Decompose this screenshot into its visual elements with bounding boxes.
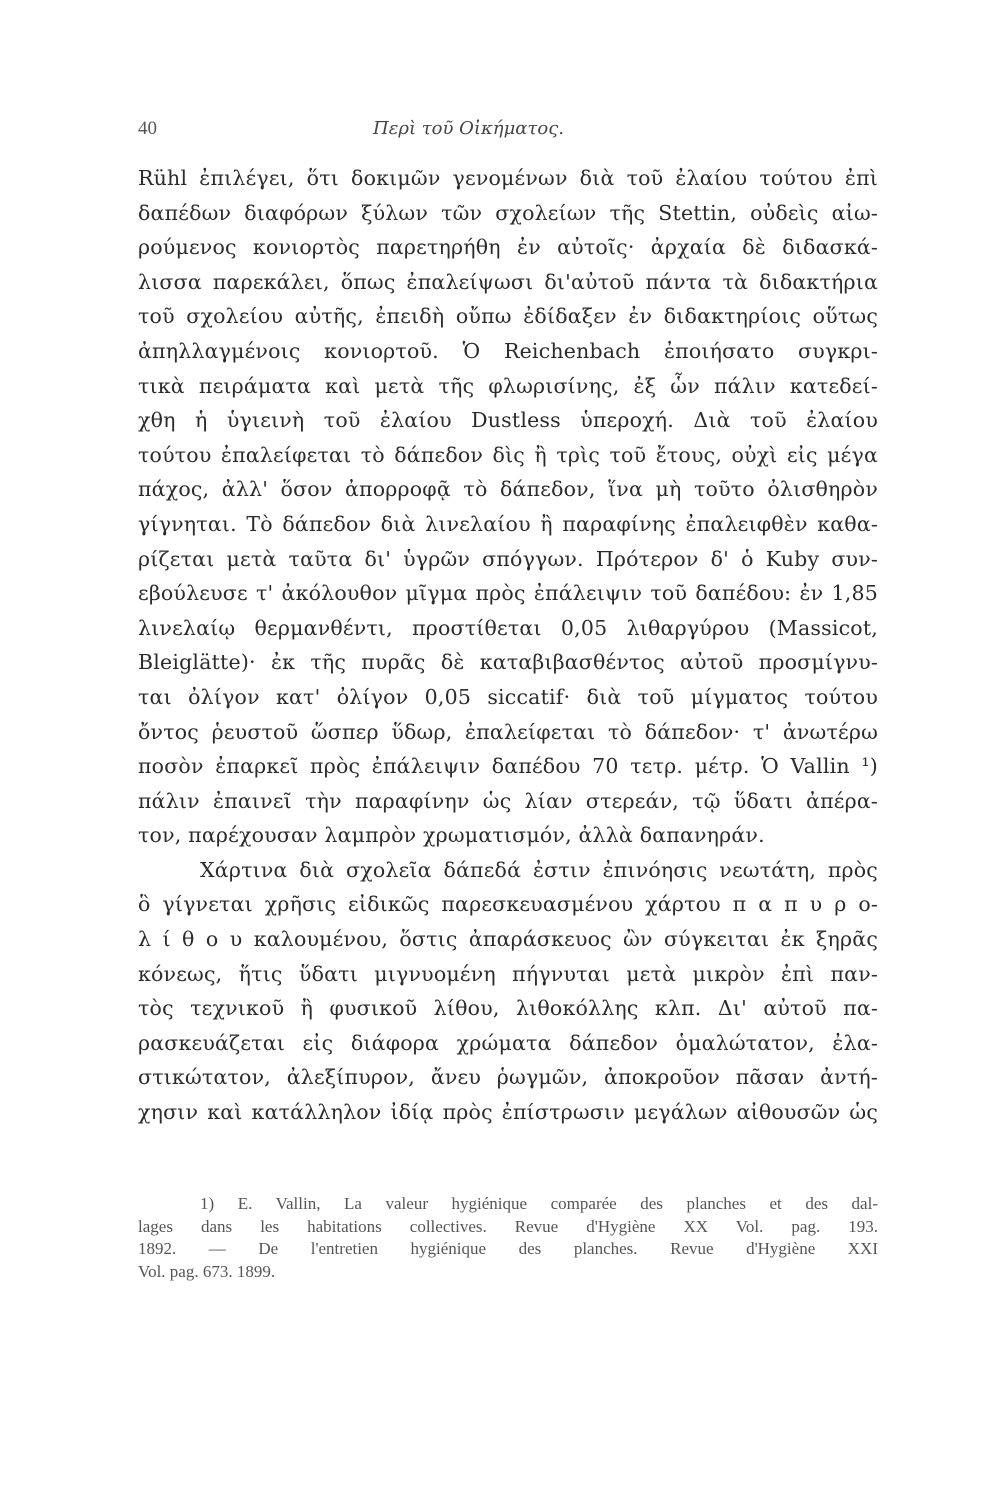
text-line: τὸς τεχνικοῦ ἢ φυσικοῦ λίθου, λιθοκόλλης κλπ. Δι' αὐτοῦ πα-: [138, 996, 878, 1021]
footnote-line: 1892. — De l'entretien hygiénique des planches. Revue d'Hygiène XXI: [138, 1239, 878, 1258]
footnote-line: 1) E. Vallin, La valeur hygiénique comparée des planches et des dal-: [200, 1194, 878, 1213]
footnotes: [138, 1193, 878, 1283]
text-line: ται ὀλίγον κατ' ὀλίγον 0,05 siccatif· διὰ τοῦ μίγματος τούτου: [138, 684, 878, 709]
body-text: [138, 161, 878, 1130]
footnote-line: lages dans les habitations collectives. Revue d'Hygiène XX Vol. pag. 193.: [138, 1216, 878, 1236]
text-line: τον, παρέχουσαν λαμπρὸν χρωματισμόν, ἀλλὰ δαπανηράν.: [138, 823, 765, 848]
running-title: Περὶ τοῦ Οἰκήματος.: [373, 118, 565, 139]
text-line: γίγνηται. Τὸ δάπεδον διὰ λινελαίου ἢ παραφίνης ἐπαλειφθὲν καθα-: [138, 511, 878, 536]
text-line: Rühl ἐπιλέγει, ὅτι δοκιμῶν γενομένων διὰ τοῦ ἐλαίου τούτου ἐπὶ: [138, 166, 878, 190]
text-line: ρούμενος κονιορτὸς παρετηρήθη ἐν αὐτοῖς· ἀρχαία δὲ διδασκά-: [138, 235, 878, 260]
text-line: εβούλευσε τ' ἀκόλουθον μῖγμα πρὸς ἐπάλειψιν τοῦ δαπέδου: ἐν 1,85: [138, 581, 878, 606]
text-line: δαπέδων διαφόρων ξύλων τῶν σχολείων τῆς Stettin, οὐδεὶς αἰω-: [138, 200, 878, 225]
text-line: χθη ἡ ὑγιεινὴ τοῦ ἐλαίου Dustless ὑπεροχή. Διὰ τοῦ ἐλαίου: [138, 408, 878, 433]
page-number: 40: [138, 118, 157, 139]
text-line: λινελαίῳ θερμανθέντι, προστίθεται 0,05 λιθαργύρου (Massicot,: [138, 615, 878, 640]
text-line: τούτου ἐπαλείφεται τὸ δάπεδον δὶς ἢ τρὶς τοῦ ἔτους, οὐχὶ εἰς μέγα: [138, 442, 878, 467]
text-line: τοῦ σχολείου αὐτῆς, ἐπειδὴ οὔπω ἐδίδαξεν ἐν διδακτηρίοις οὕτως: [138, 304, 878, 329]
text-line: λ ί θ ο υ καλουμένου, ὅστις ἀπαράσκευος ὢν σύγκειται ἐκ ξηρᾶς: [138, 927, 878, 952]
text-line: ἀπηλλαγμένοις κονιορτοῦ. Ὁ Reichenbach ἐποιήσατο συγκρι-: [138, 338, 878, 363]
text-line: τικὰ πειράματα καὶ μετὰ τῆς φλωρισίνης, ἐξ ὧν πάλιν κατεδεί-: [138, 373, 878, 398]
text-line: ποσὸν ἐπαρκεῖ πρὸς ἐπάλειψιν δαπέδου 70 τετρ. μέτρ. Ὁ Vallin ¹): [138, 754, 878, 779]
text-line: πάχος, ἀλλ' ὅσον ἀπορροφᾷ τὸ δάπεδον, ἵνα μὴ τοῦτο ὀλισθηρὸν: [138, 477, 878, 502]
text-line: ρίζεται μετὰ ταῦτα δι' ὑγρῶν σπόγγων. Πρότερον δ' ὁ Kuby συν-: [138, 546, 878, 571]
text-line: λισσα παρεκάλει, ὅπως ἐπαλείψωσι δι'αὐτοῦ πάντα τὰ διδακτήρια: [138, 269, 878, 294]
text-line: κόνεως, ἥτις ὕδατι μιγνυομένη πήγνυται μετὰ μικρὸν ἐπὶ παν-: [138, 961, 878, 986]
text-line: στικώτατον, ἀλεξίπυρον, ἄνευ ῥωγμῶν, ἀποκροῦον πᾶσαν ἀντή-: [138, 1065, 878, 1090]
text-line: ρασκευάζεται εἰς διάφορα χρώματα δάπεδον ὁμαλώτατον, ἐλα-: [138, 1030, 878, 1055]
page-header: [138, 118, 878, 148]
paragraph-start-line: Χάρτινα διὰ σχολεῖα δάπεδά ἐστιν ἐπινόησις νεωτάτη, πρὸς: [200, 857, 878, 882]
footnote-line: Vol. pag. 673. 1899.: [138, 1261, 276, 1281]
text-line: ὃ γίγνεται χρῆσις εἰδικῶς παρεσκευασμένου χάρτου π α π υ ρ ο-: [138, 892, 878, 917]
text-line: πάλιν ἐπαινεῖ τὴν παραφίνην ὡς λίαν στερεάν, τῷ ὕδατι ἀπέρα-: [138, 788, 878, 813]
text-line: χησιν καὶ κατάλληλον ἰδίᾳ πρὸς ἐπίστρωσιν μεγάλων αἰθουσῶν ὡς: [138, 1100, 878, 1125]
text-line: Bleiglätte)· ἐκ τῆς πυρᾶς δὲ καταβιβασθέντος αὐτοῦ προσμίγνυ-: [138, 650, 878, 675]
text-line: ὄντος ῥευστοῦ ὥσπερ ὕδωρ, ἐπαλείφεται τὸ δάπεδον· τ' ἀνωτέρω: [138, 719, 878, 744]
